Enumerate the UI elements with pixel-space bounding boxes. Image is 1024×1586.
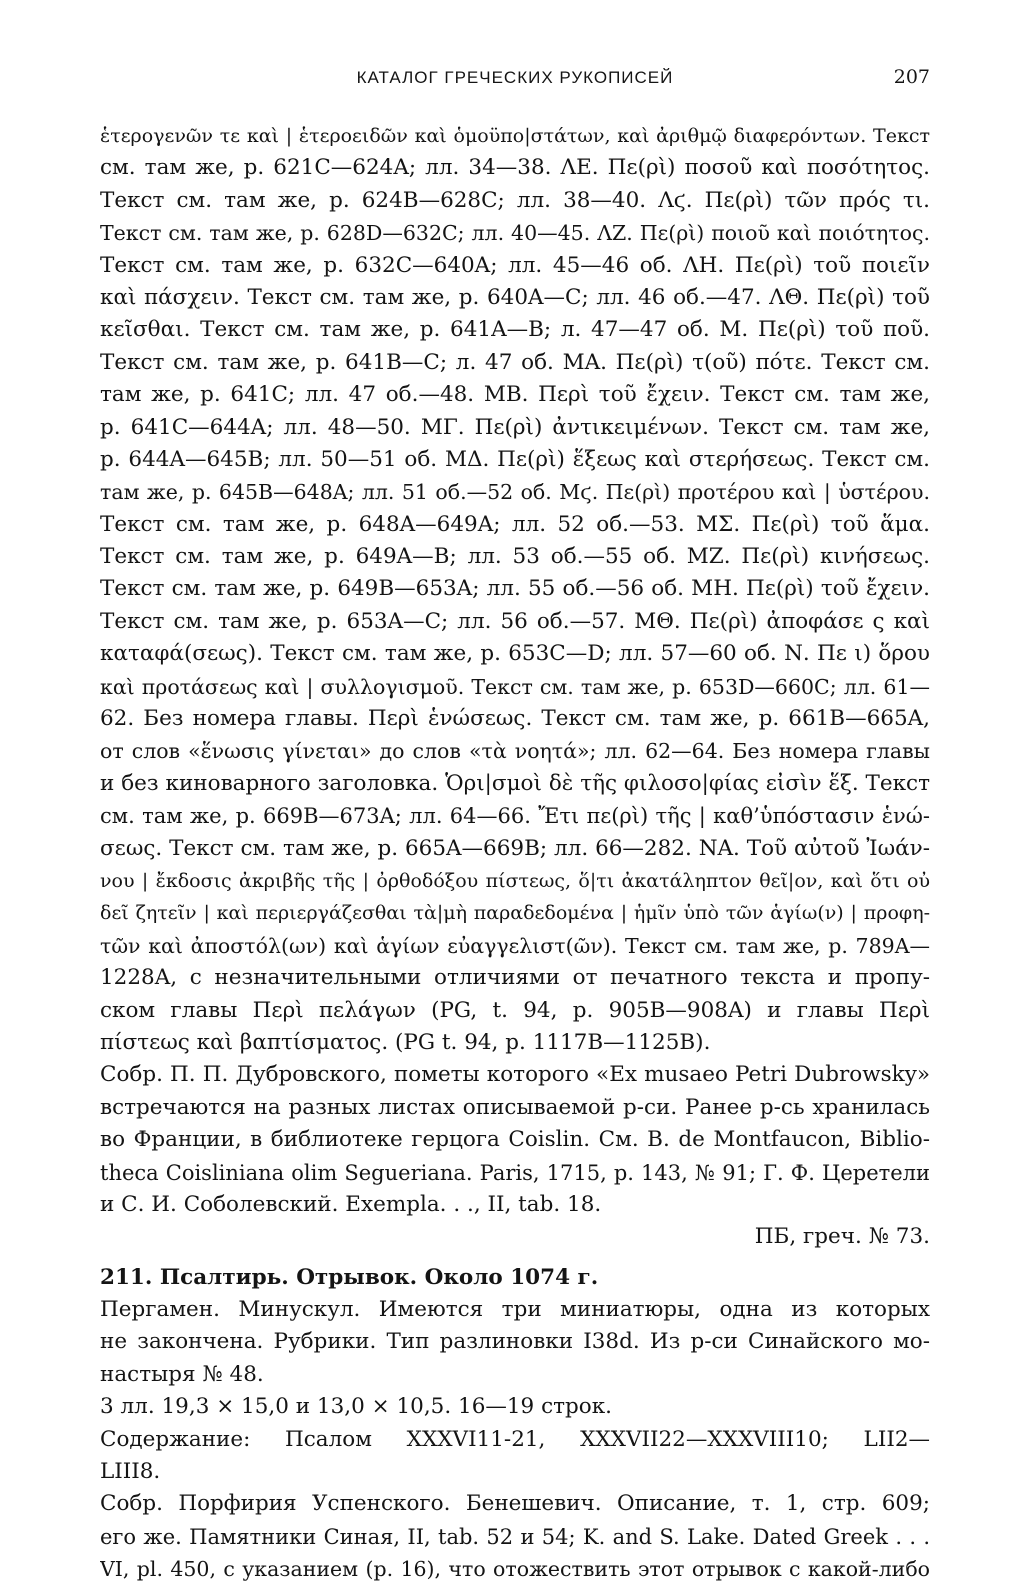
text-line: во Франции, в библиотеке герцога Coislin. См. B. de Montfaucon, Biblio-: [100, 1127, 930, 1153]
entry-210-provenance-paragraph: [100, 1059, 930, 1221]
entry-211-description: [100, 1294, 930, 1391]
text-line: настыря № 48.: [100, 1361, 264, 1387]
text-line: Текст см. там же, р. 641B—C; л. 47 об. ΜΑ. Πε(ρὶ) τ(οῦ) πότε. Текст см.: [100, 349, 930, 375]
text-line: там же, р. 645B—648A; лл. 51 об.—52 об. Μϛ. Πε(ρὶ) προτέρου καὶ | ὑστέρου.: [100, 480, 930, 505]
text-line: δεῖ ζητεῖν | καὶ περιεργάζεσθαι τὰ|μὴ παραδεδομένα | ἡμῖν ὑπὸ τῶν ἁγίω(ν) | προφη-: [100, 902, 930, 925]
text-line: 62. Без номера главы. Περὶ ἑνώσεως. Текст см. там же, р. 661B—665A,: [100, 706, 930, 732]
text-line: там же, р. 641C; лл. 47 об.—48. ΜΒ. Περὶ τοῦ ἔχειν. Текст см. там же,: [100, 382, 930, 408]
text-line: καὶ προτάσεως καὶ | συλλογισμοῦ. Текст см. там же, р. 653D—660C; лл. 61—: [100, 674, 930, 699]
text-line: VI, pl. 450, с указанием (р. 16), что отожествить этот отрывок с какой-либо: [100, 1557, 930, 1582]
text-line: Пергамен. Минускул. Имеются три миниатюры, одна из которых: [100, 1297, 930, 1323]
text-line: πίστεως καὶ βαπτίσματος. (PG t. 94, p. 1117B—1125B).: [100, 1029, 711, 1055]
text-line: р. 641C—644A; лл. 48—50. ΜΓ. Πε(ρὶ) ἀντικειμένων. Текст см. там же,: [100, 414, 930, 440]
text-line: см. там же, р. 669B—673A; лл. 64—66. Ἔτι πε(ρὶ) τῆς | καθ’ὑπόστασιν ἑνώ-: [100, 804, 930, 829]
text-line: τῶν καὶ ἀποστόλ(ων) καὶ ἁγίων εὐαγγελιστ(ῶν). Текст см. там же, р. 789A—: [100, 933, 930, 958]
text-line: καὶ πάσχειν. Текст см. там же, р. 640A—C; лл. 46 об.—47. ΛΘ. Πε(ρὶ) τοῦ: [100, 284, 930, 310]
text-line: его же. Памятники Синая, II, tab. 52 и 54; K. and S. Lake. Dated Greek . . .: [100, 1524, 930, 1549]
running-title: КАТАЛОГ ГРЕЧЕСКИХ РУКОПИСЕЙ: [356, 68, 674, 87]
text-line: theca Coisliniana olim Segueriana. Paris, 1715, p. 143, № 91; Г. Ф. Церетели: [100, 1160, 930, 1185]
text-line: р. 644A—645B; лл. 50—51 об. ΜΔ. Πε(ρὶ) ἕξεως καὶ στερήσεως. Текст см.: [100, 446, 930, 472]
text-line: Текст см. там же, р. 628D—632C; лл. 40—45. ΛΖ. Πε(ρὶ) ποιοῦ καὶ ποιότητος.: [100, 221, 930, 246]
text-line: и без киноварного заголовка. Ὁρι|σμοὶ δὲ τῆς φιλοσο|φίας εἰσὶν ἕξ. Текст: [100, 770, 930, 796]
text-line: и С. И. Соболевский. Exempla. . ., II, tab. 18.: [100, 1191, 602, 1217]
text-line: Собр. П. П. Дубровского, пометы которого «Ex musaeo Petri Dubrowsky»: [100, 1062, 930, 1088]
text-line: Текст см. там же, р. 648A—649A; лл. 52 об.—53. ΜΣ. Πε(ρὶ) τοῦ ἅμα.: [100, 511, 930, 537]
text-line: Содержание: Псалом XXXVI11-21, XXXVII22—XXXVIII10; LII2—: [100, 1426, 930, 1452]
text-line: ском главы Περὶ πελάγων (PG, t. 94, p. 905B—908A) и главы Περὶ: [100, 997, 930, 1023]
entry-211-dimensions: 3 лл. 19,3 × 15,0 и 13,0 × 10,5. 16—19 строк.: [100, 1394, 612, 1420]
page-header: [100, 64, 930, 94]
entry-211-provenance: [100, 1488, 930, 1585]
text-line: см. там же, р. 621C—624A; лл. 34—38. ΛΕ. Πε(ρὶ) ποσοῦ καὶ ποσότητος.: [100, 155, 930, 181]
text-line: Текст см. там же, р. 632C—640A; лл. 45—46 об. ΛΗ. Πε(ρὶ) τοῦ ποιεῖν: [100, 252, 930, 278]
entry-211-contents: [100, 1424, 930, 1489]
text-line: σεως. Текст см. там же, р. 665A—669B; лл. 66—282. ΝΑ. Τοῦ αὐτοῦ Ἰωάν-: [100, 835, 930, 861]
text-line: νου | ἔκδοσις ἀκριβῆς τῆς | ὀρθοδόξου πίστεως, ὅ|τι ἀκατάληπτον θεῖ|ον, καὶ ὅτι οὐ: [100, 869, 930, 892]
text-line: καταφά(σεως). Текст см. там же, р. 653C—D; лл. 57—60 об. Ν. Πε ι) ὅρου: [100, 641, 930, 667]
text-line: 1228A, с незначительными отличиями от печатного текста и пропу-: [100, 965, 930, 991]
text-line: не закончена. Рубрики. Тип разлиновки I38d. Из р-си Синайского мо-: [100, 1329, 930, 1355]
entry-210-continued-paragraph: [100, 120, 930, 1059]
page-number: 207: [893, 66, 930, 88]
shelfmark: ПБ, греч. № 73.: [754, 1224, 930, 1250]
catalog-body: [100, 120, 930, 1586]
text-line: ἑτερογενῶν τε καὶ | ἑτεροειδῶν καὶ ὁμοϋπο|στάτων, καὶ ἀριθμῷ διαφερόντων. Текст: [100, 125, 930, 147]
text-line: κεῖσθαι. Текст см. там же, р. 641A—B; л. 47—47 об. Μ. Πε(ρὶ) τοῦ ποῦ.: [100, 317, 930, 343]
text-line: Текст см. там же, р. 649A—B; лл. 53 об.—55 об. ΜΖ. Πε(ρὶ) κινήσεως.: [100, 544, 930, 570]
text-line: встречаются на разных листах описываемой р-си. Ранее р-сь хранилась: [100, 1094, 930, 1120]
entry-211-heading: 211. Псалтирь. Отрывок. Около 1074 г.: [100, 1264, 599, 1290]
text-line: от слов «ἕνωσις γίνεται» до слов «τὰ νοητά»; лл. 62—64. Без номера главы: [100, 739, 930, 764]
text-line: Текст см. там же, р. 649B—653A; лл. 55 об.—56 об. ΜΗ. Πε(ρὶ) τοῦ ἔχειν.: [100, 576, 930, 602]
text-line: Собр. Порфирия Успенского. Бенешевич. Описание, т. 1, стр. 609;: [100, 1491, 930, 1517]
text-line: Текст см. там же, р. 653A—C; лл. 56 об.—57. ΜΘ. Πε(ρὶ) ἀποφάσε ς καὶ: [100, 608, 930, 634]
text-line: LIII8.: [100, 1459, 161, 1485]
text-line: Текст см. там же, р. 624B—628C; лл. 38—40. Λϛ. Πε(ρὶ) τῶν πρός τι.: [100, 187, 930, 213]
